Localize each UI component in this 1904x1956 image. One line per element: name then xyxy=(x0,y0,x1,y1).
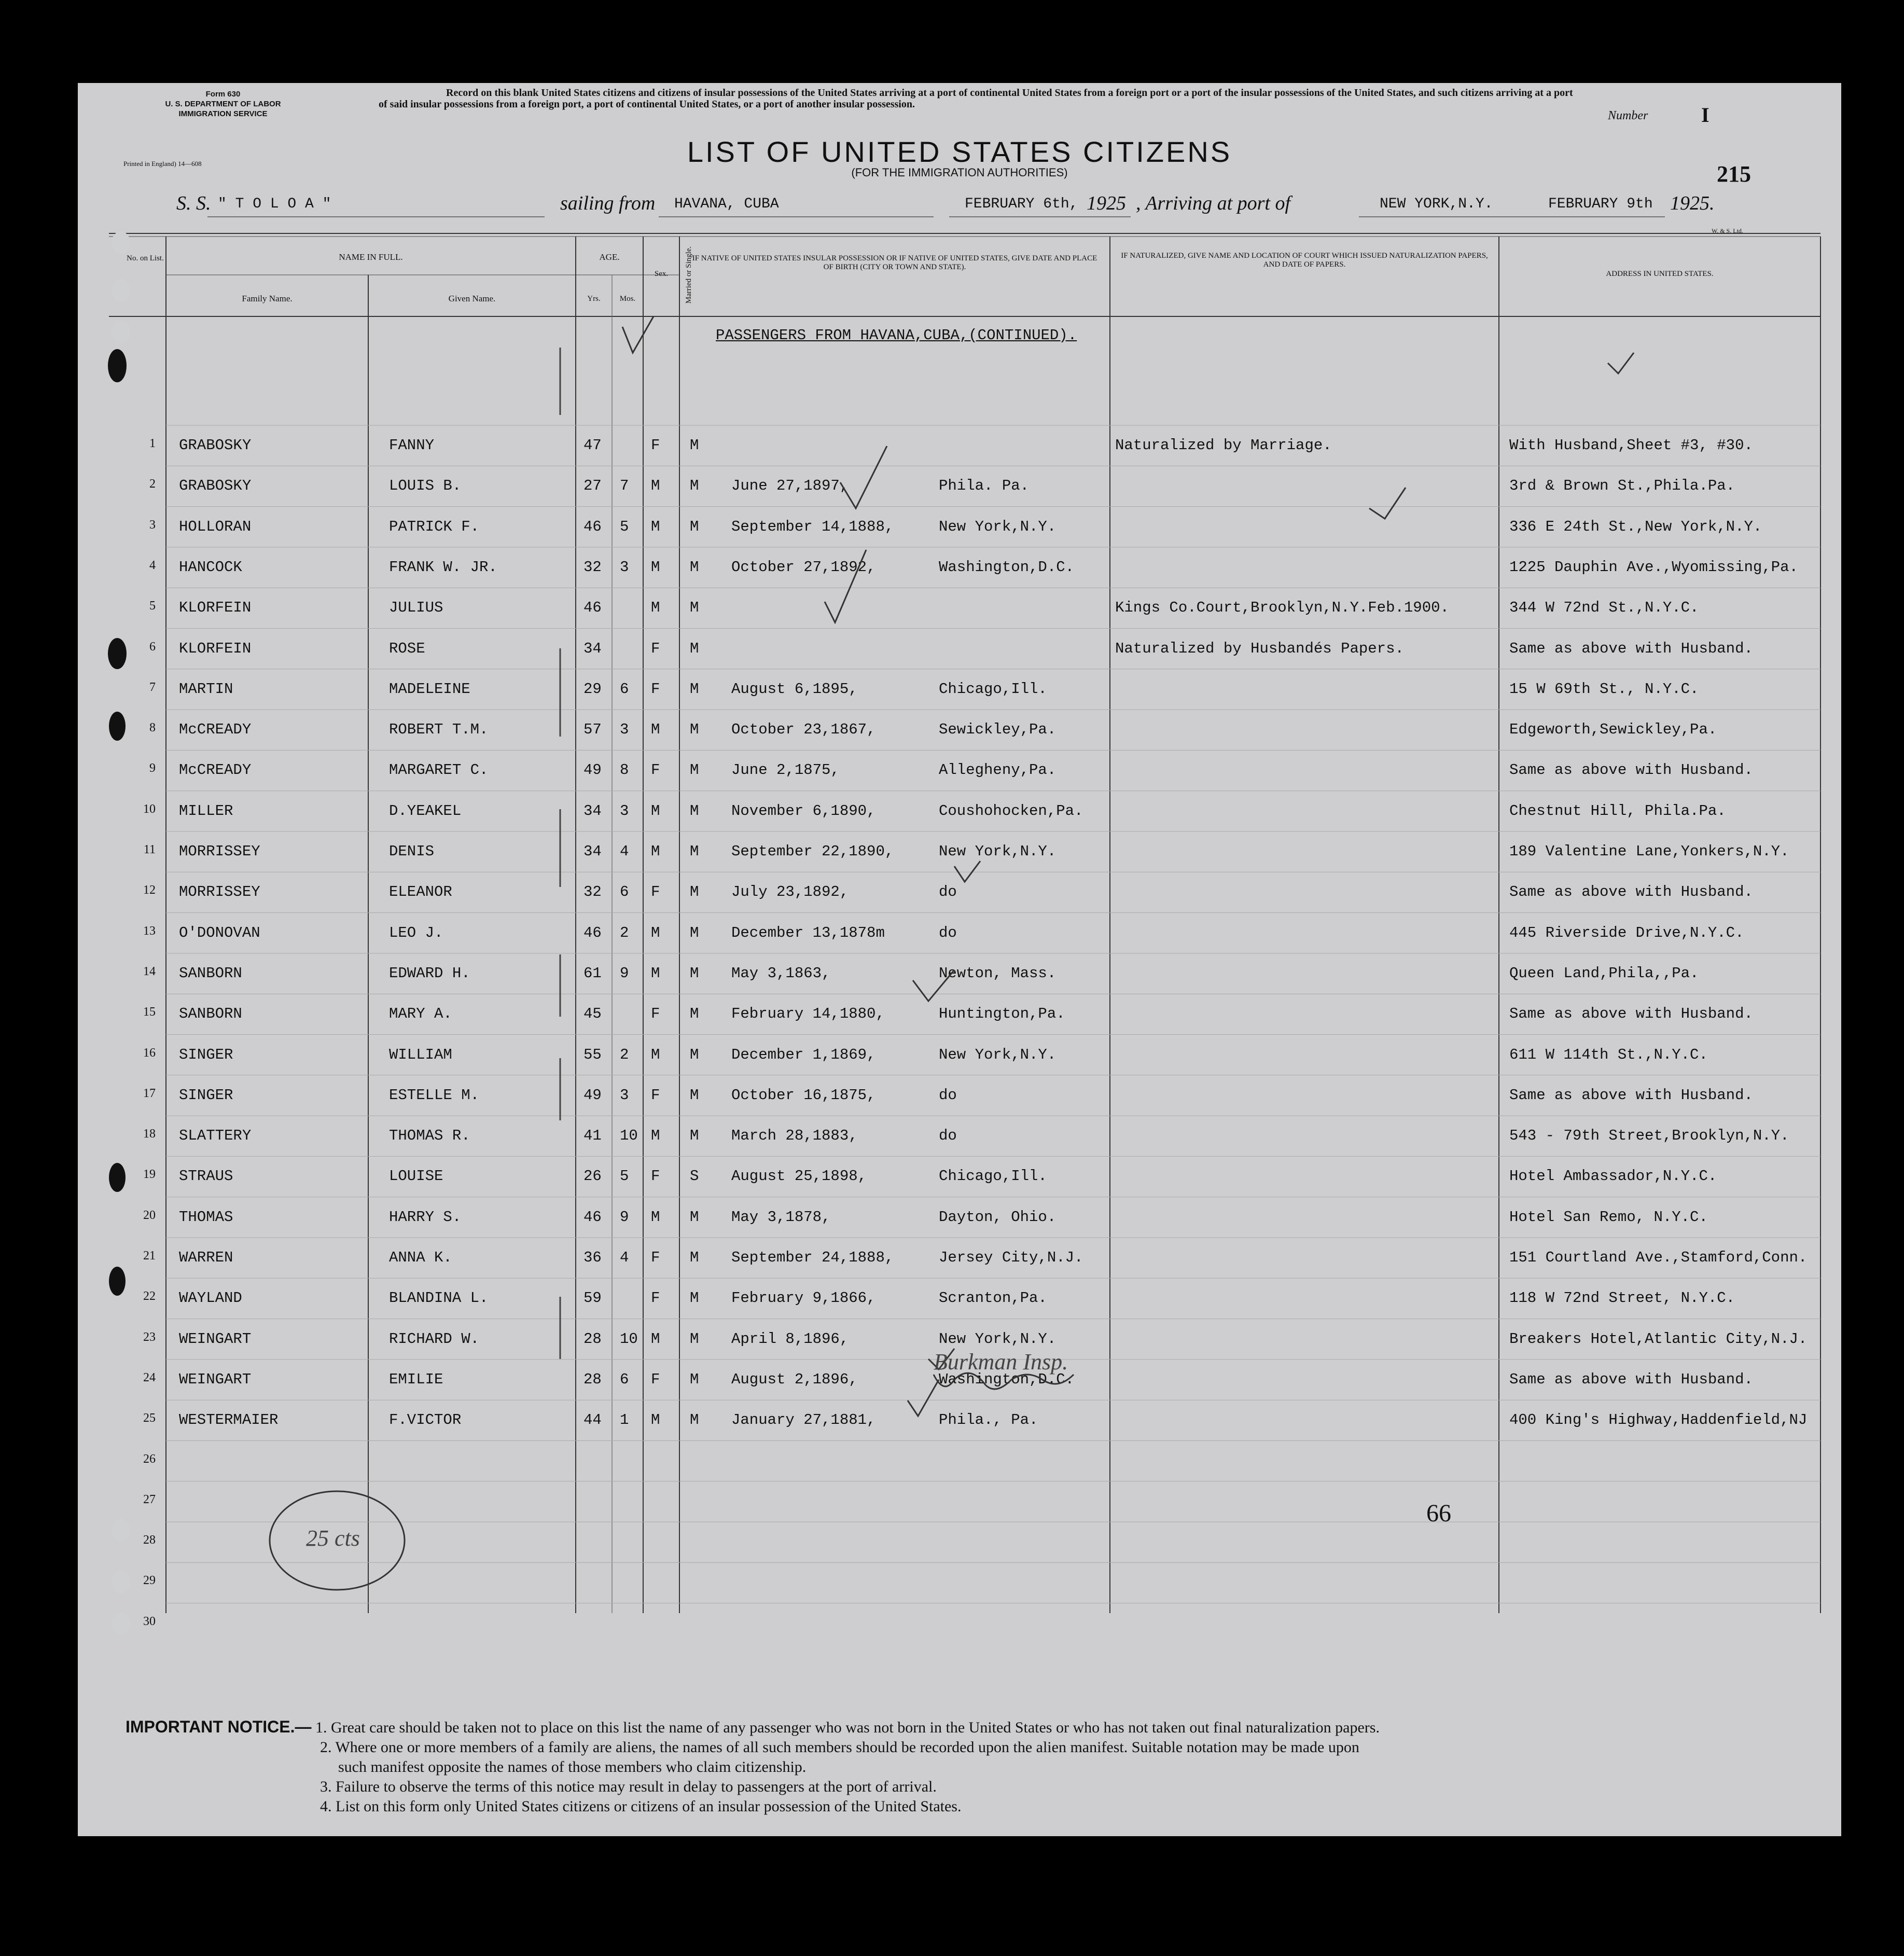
address-cell: 445 Riverside Drive,N.Y.C. xyxy=(1509,924,1744,941)
header-address: ADDRESS IN UNITED STATES. xyxy=(1606,270,1714,278)
row-number: 9 xyxy=(149,761,156,775)
address-cell: 1225 Dauphin Ave.,Wyomissing,Pa. xyxy=(1509,558,1798,576)
age-months-cell: 3 xyxy=(620,802,629,820)
age-years-cell: 57 xyxy=(583,721,602,739)
given-name-cell: ANNA K. xyxy=(389,1249,452,1266)
age-months-cell: 4 xyxy=(620,1249,629,1266)
number-label: Number xyxy=(1608,109,1648,122)
header-name-in-full: NAME IN FULL. xyxy=(339,252,403,262)
section-title: PASSENGERS FROM HAVANA,CUBA,(CONTINUED). xyxy=(716,327,1077,344)
family-name-cell: HANCOCK xyxy=(179,558,242,576)
number-value: I xyxy=(1701,103,1710,127)
departure-date: FEBRUARY 6th, xyxy=(965,196,1078,212)
age-months-cell: 8 xyxy=(620,761,629,779)
birth-date-cell: October 16,1875, xyxy=(731,1086,876,1104)
age-months-cell: 3 xyxy=(620,558,629,576)
notice-item-1: 1. Great care should be taken not to place on this list the name of any passenger who was not born in the United States or who has not taken out final naturalization papers. xyxy=(315,1719,1380,1736)
birth-date-cell: October 27,1892, xyxy=(731,558,876,576)
given-name-cell: RICHARD W. xyxy=(389,1330,480,1348)
age-months-cell: 6 xyxy=(620,1370,629,1388)
departure-year: 1925 xyxy=(1087,192,1126,214)
destination-port: NEW YORK,N.Y. xyxy=(1380,196,1493,212)
address-cell: Same as above with Husband. xyxy=(1509,640,1753,657)
given-name-cell: HARRY S. xyxy=(389,1208,462,1226)
address-cell: 611 W 114th St.,N.Y.C. xyxy=(1509,1046,1708,1063)
birth-date-cell: August 2,1896, xyxy=(731,1370,858,1388)
birth-place-cell: New York,N.Y. xyxy=(939,518,1057,535)
row-number: 21 xyxy=(143,1249,156,1263)
address-cell: Breakers Hotel,Atlantic City,N.J. xyxy=(1509,1330,1808,1348)
marital-status-cell: M xyxy=(690,599,699,617)
address-cell: Hotel Ambassador,N.Y.C. xyxy=(1509,1168,1717,1185)
empty-row-number: 26 xyxy=(143,1452,156,1466)
address-cell: Same as above with Husband. xyxy=(1509,1005,1753,1023)
marital-status-cell: M xyxy=(690,558,699,576)
row-number: 25 xyxy=(143,1411,156,1425)
marital-status-cell: M xyxy=(690,761,699,779)
age-months-cell: 10 xyxy=(620,1127,638,1145)
marital-status-cell: M xyxy=(690,883,699,901)
age-years-cell: 27 xyxy=(583,477,602,495)
marital-status-cell: M xyxy=(690,1330,699,1348)
birth-place-cell: do xyxy=(939,883,957,901)
marital-status-cell: M xyxy=(690,1086,699,1104)
ship-prefix: S. S. xyxy=(176,192,211,214)
row-number: 12 xyxy=(143,883,156,897)
row-number: 15 xyxy=(143,1005,156,1019)
header-no-on-list: No. on List. xyxy=(127,254,164,262)
given-name-cell: D.YEAKEL xyxy=(389,802,462,820)
row-number: 23 xyxy=(143,1330,156,1344)
given-name-cell: LOUISE xyxy=(389,1168,443,1185)
birth-date-cell: June 27,1897, xyxy=(731,477,849,495)
birth-place-cell: Sewickley,Pa. xyxy=(939,721,1057,739)
age-months-cell: 6 xyxy=(620,883,629,901)
birth-date-cell: April 8,1896, xyxy=(731,1330,849,1348)
birth-date-cell: December 1,1869, xyxy=(731,1046,876,1063)
age-months-cell: 1 xyxy=(620,1411,629,1429)
family-name-cell: WAYLAND xyxy=(179,1289,242,1307)
sex-cell: F xyxy=(651,640,660,657)
address-cell: 118 W 72nd Street, N.Y.C. xyxy=(1509,1289,1735,1307)
row-number: 22 xyxy=(143,1289,156,1303)
birth-date-cell: February 14,1880, xyxy=(731,1005,885,1023)
sex-cell: M xyxy=(651,843,660,860)
age-years-cell: 46 xyxy=(583,1208,602,1226)
age-years-cell: 34 xyxy=(583,802,602,820)
printer-mark: W. & S. Ltd. xyxy=(1712,227,1743,234)
family-name-cell: SINGER xyxy=(179,1086,233,1104)
notice-item-2: 2. Where one or more members of a family are aliens, the names of all such members should be recorded upon the alien manifest. Suitable notation may be made upon xyxy=(320,1739,1359,1756)
row-number: 8 xyxy=(149,721,156,735)
birth-place-cell: Chicago,Ill. xyxy=(939,1168,1047,1185)
age-months-cell: 4 xyxy=(620,843,629,860)
row-number: 13 xyxy=(143,924,156,938)
given-name-cell: ELEANOR xyxy=(389,883,452,901)
marital-status-cell: M xyxy=(690,680,699,698)
birth-date-cell: March 28,1883, xyxy=(731,1127,858,1145)
arriving-label: , Arriving at port of xyxy=(1136,192,1291,214)
row-number: 18 xyxy=(143,1127,156,1141)
age-months-cell: 5 xyxy=(620,1168,629,1185)
given-name-cell: EMILIE xyxy=(389,1370,443,1388)
family-name-cell: THOMAS xyxy=(179,1208,233,1226)
notice-item-4: 4. List on this form only United States citizens or citizens of an insular possession of the United States. xyxy=(320,1798,962,1815)
header-naturalized: IF NATURALIZED, GIVE NAME AND LOCATION OF COURT WHICH ISSUED NATURALIZATION PAPERS, AND DATE OF PAPERS. xyxy=(1121,252,1488,269)
birth-place-cell: Washington,D.C. xyxy=(939,1370,1075,1388)
birth-date-cell: September 24,1888, xyxy=(731,1249,894,1266)
sex-cell: F xyxy=(651,437,660,454)
bottom-number: 66 xyxy=(1426,1500,1451,1527)
birth-place-cell: do xyxy=(939,1127,957,1145)
given-name-cell: MARY A. xyxy=(389,1005,452,1023)
age-months-cell: 6 xyxy=(620,680,629,698)
age-months-cell: 3 xyxy=(620,1086,629,1104)
empty-row-number: 30 xyxy=(143,1614,156,1628)
sex-cell: M xyxy=(651,721,660,739)
address-cell: 189 Valentine Lane,Yonkers,N.Y. xyxy=(1509,843,1789,860)
birth-place-cell: Chicago,Ill. xyxy=(939,680,1047,698)
marital-status-cell: M xyxy=(690,964,699,982)
age-years-cell: 29 xyxy=(583,680,602,698)
birth-date-cell: October 23,1867, xyxy=(731,721,876,739)
row-number: 17 xyxy=(143,1086,156,1100)
birth-place-cell: do xyxy=(939,924,957,941)
birth-place-cell: Jersey City,N.J. xyxy=(939,1249,1083,1266)
family-name-cell: SLATTERY xyxy=(179,1127,252,1145)
marital-status-cell: M xyxy=(690,640,699,657)
family-name-cell: HOLLORAN xyxy=(179,518,252,535)
sex-cell: F xyxy=(651,1370,660,1388)
age-years-cell: 34 xyxy=(583,843,602,860)
given-name-cell: THOMAS R. xyxy=(389,1127,470,1145)
family-name-cell: GRABOSKY xyxy=(179,477,252,495)
given-name-cell: ROSE xyxy=(389,640,425,657)
row-number: 24 xyxy=(143,1370,156,1384)
sex-cell: F xyxy=(651,1005,660,1023)
row-number: 11 xyxy=(143,843,156,856)
given-name-cell: WILLIAM xyxy=(389,1046,452,1063)
service-name: IMMIGRATION SERVICE xyxy=(178,109,268,118)
age-years-cell: 46 xyxy=(583,518,602,535)
birth-place-cell: Scranton,Pa. xyxy=(939,1289,1047,1307)
address-cell: Same as above with Husband. xyxy=(1509,1370,1753,1388)
empty-row-number: 27 xyxy=(143,1492,156,1506)
sex-cell: F xyxy=(651,1289,660,1307)
arrival-year: 1925. xyxy=(1670,192,1715,214)
sex-cell: M xyxy=(651,518,660,535)
arrival-date: FEBRUARY 9th xyxy=(1548,196,1653,212)
notice-item-3: 3. Failure to observe the terms of this notice may result in delay to passengers at the port of arrival. xyxy=(320,1778,937,1795)
birth-place-cell: Coushohocken,Pa. xyxy=(939,802,1083,820)
age-years-cell: 59 xyxy=(583,1289,602,1307)
marital-status-cell: S xyxy=(690,1168,699,1185)
page-number: 215 xyxy=(1717,161,1751,187)
marital-status-cell: M xyxy=(690,1370,699,1388)
page-subtitle: (FOR THE IMMIGRATION AUTHORITIES) xyxy=(851,166,1068,179)
origin-port: HAVANA, CUBA xyxy=(674,196,779,212)
age-months-cell: 9 xyxy=(620,1208,629,1226)
address-cell: Same as above with Husband. xyxy=(1509,883,1753,901)
inspector-signature: Burkman Insp. xyxy=(934,1349,1068,1375)
given-name-cell: PATRICK F. xyxy=(389,518,480,535)
age-years-cell: 28 xyxy=(583,1330,602,1348)
sailing-from-label: sailing from xyxy=(560,192,656,214)
age-years-cell: 44 xyxy=(583,1411,602,1429)
marital-status-cell: M xyxy=(690,1249,699,1266)
marital-status-cell: M xyxy=(690,1208,699,1226)
row-number: 19 xyxy=(143,1168,156,1182)
marital-status-cell: M xyxy=(690,721,699,739)
empty-row-number: 28 xyxy=(143,1533,156,1547)
naturalization-cell: Naturalized by Husbandés Papers. xyxy=(1115,640,1404,657)
sex-cell: M xyxy=(651,1046,660,1063)
address-cell: Same as above with Husband. xyxy=(1509,761,1753,779)
birth-place-cell: Phila. Pa. xyxy=(939,477,1030,495)
age-years-cell: 47 xyxy=(583,437,602,454)
given-name-cell: BLANDINA L. xyxy=(389,1289,489,1307)
family-name-cell: KLORFEIN xyxy=(179,640,252,657)
birth-place-cell: New York,N.Y. xyxy=(939,843,1057,860)
marital-status-cell: M xyxy=(690,1127,699,1145)
naturalization-cell: Naturalized by Marriage. xyxy=(1115,437,1332,454)
birth-date-cell: September 14,1888, xyxy=(731,518,894,535)
family-name-cell: MARTIN xyxy=(179,680,233,698)
given-name-cell: F.VICTOR xyxy=(389,1411,462,1429)
given-name-cell: ROBERT T.M. xyxy=(389,721,489,739)
given-name-cell: ESTELLE M. xyxy=(389,1086,480,1104)
birth-date-cell: January 27,1881, xyxy=(731,1411,876,1429)
family-name-cell: WEINGART xyxy=(179,1370,252,1388)
address-cell: Chestnut Hill, Phila.Pa. xyxy=(1509,802,1726,820)
age-years-cell: 36 xyxy=(583,1249,602,1266)
age-years-cell: 28 xyxy=(583,1370,602,1388)
birth-place-cell: New York,N.Y. xyxy=(939,1046,1057,1063)
row-number: 20 xyxy=(143,1208,156,1222)
address-cell: Queen Land,Phila,,Pa. xyxy=(1509,964,1699,982)
family-name-cell: MILLER xyxy=(179,802,233,820)
birth-place-cell: Dayton, Ohio. xyxy=(939,1208,1057,1226)
marital-status-cell: M xyxy=(690,477,699,495)
family-name-cell: O'DONOVAN xyxy=(179,924,260,941)
age-months-cell: 10 xyxy=(620,1330,638,1348)
row-number: 7 xyxy=(149,680,156,694)
address-cell: With Husband,Sheet #3, #30. xyxy=(1509,437,1753,454)
birth-place-cell: Newton, Mass. xyxy=(939,964,1057,982)
header-family-name: Family Name. xyxy=(242,294,293,303)
family-name-cell: WARREN xyxy=(179,1249,233,1266)
birth-place-cell: Phila., Pa. xyxy=(939,1411,1038,1429)
ship-name: " T O L O A " xyxy=(218,196,331,212)
address-cell: Hotel San Remo, N.Y.C. xyxy=(1509,1208,1708,1226)
address-cell: 336 E 24th St.,New York,N.Y. xyxy=(1509,518,1762,535)
age-months-cell: 2 xyxy=(620,924,629,941)
row-number: 5 xyxy=(149,599,156,613)
family-name-cell: MORRISSEY xyxy=(179,843,260,860)
row-number: 2 xyxy=(149,477,156,491)
sex-cell: M xyxy=(651,1411,660,1429)
sex-cell: F xyxy=(651,761,660,779)
age-years-cell: 32 xyxy=(583,883,602,901)
header-yrs: Yrs. xyxy=(587,295,601,303)
given-name-cell: LOUIS B. xyxy=(389,477,462,495)
marital-status-cell: M xyxy=(690,1411,699,1429)
age-years-cell: 61 xyxy=(583,964,602,982)
sex-cell: F xyxy=(651,1249,660,1266)
sex-cell: M xyxy=(651,964,660,982)
family-name-cell: SANBORN xyxy=(179,1005,242,1023)
record-notice: Record on this blank United States citizens and citizens of insular possessions of the United States arriving at a port of continental United States from a foreign port or a port of the insular possessions of the United States, and such citizens arriving at a port of said insular possessions from a foreign port, a port of continental United States, or a port of another insular possession. xyxy=(379,87,1573,110)
birth-place-cell: Huntington,Pa. xyxy=(939,1005,1065,1023)
family-name-cell: McCREADY xyxy=(179,721,252,739)
sex-cell: M xyxy=(651,802,660,820)
family-name-cell: SANBORN xyxy=(179,964,242,982)
sex-cell: M xyxy=(651,924,660,941)
address-cell: 151 Courtland Ave.,Stamford,Conn. xyxy=(1509,1249,1808,1266)
birth-date-cell: August 25,1898, xyxy=(731,1168,867,1185)
row-number: 6 xyxy=(149,640,156,654)
age-years-cell: 32 xyxy=(583,558,602,576)
age-years-cell: 49 xyxy=(583,1086,602,1104)
sex-cell: M xyxy=(651,1330,660,1348)
birth-date-cell: May 3,1863, xyxy=(731,964,831,982)
birth-place-cell: Allegheny,Pa. xyxy=(939,761,1057,779)
family-name-cell: STRAUS xyxy=(179,1168,233,1185)
age-months-cell: 3 xyxy=(620,721,629,739)
family-name-cell: WEINGART xyxy=(179,1330,252,1348)
row-number: 10 xyxy=(143,802,156,816)
given-name-cell: MARGARET C. xyxy=(389,761,489,779)
age-months-cell: 5 xyxy=(620,518,629,535)
form-number: Form 630 xyxy=(205,90,241,99)
age-months-cell: 2 xyxy=(620,1046,629,1063)
address-cell: 400 King's Highway,Haddenfield,NJ xyxy=(1509,1411,1808,1429)
family-name-cell: MORRISSEY xyxy=(179,883,260,901)
given-name-cell: DENIS xyxy=(389,843,435,860)
sex-cell: F xyxy=(651,1168,660,1185)
sex-cell: M xyxy=(651,477,660,495)
notice-item-2-cont: such manifest opposite the names of those members who claim citizenship. xyxy=(338,1758,807,1775)
family-name-cell: McCREADY xyxy=(179,761,252,779)
age-months-cell: 7 xyxy=(620,477,629,495)
sex-cell: M xyxy=(651,1208,660,1226)
given-name-cell: JULIUS xyxy=(389,599,443,617)
address-cell: 3rd & Brown St.,Phila.Pa. xyxy=(1509,477,1735,495)
birth-date-cell: February 9,1866, xyxy=(731,1289,876,1307)
row-number: 14 xyxy=(143,964,156,978)
address-cell: Edgeworth,Sewickley,Pa. xyxy=(1509,721,1717,739)
page-title: LIST OF UNITED STATES CITIZENS xyxy=(687,135,1232,168)
header-native-birth: IF NATIVE OF UNITED STATES INSULAR POSSESSION OR IF NATIVE OF UNITED STATES, GIVE DATE AND PLACE OF BIRTH (CITY OR TOWN AND STATE). xyxy=(692,254,1097,271)
family-name-cell: SINGER xyxy=(179,1046,233,1063)
given-name-cell: FRANK W. JR. xyxy=(389,558,497,576)
marital-status-cell: M xyxy=(690,924,699,941)
birth-place-cell: New York,N.Y. xyxy=(939,1330,1057,1348)
row-number: 1 xyxy=(149,437,156,450)
given-name-cell: FANNY xyxy=(389,437,435,454)
row-number: 16 xyxy=(143,1046,156,1060)
marital-status-cell: M xyxy=(690,1289,699,1307)
given-name-cell: EDWARD H. xyxy=(389,964,470,982)
family-name-cell: WESTERMAIER xyxy=(179,1411,279,1429)
age-years-cell: 41 xyxy=(583,1127,602,1145)
address-cell: 344 W 72nd St.,N.Y.C. xyxy=(1509,599,1699,617)
family-name-cell: GRABOSKY xyxy=(179,437,252,454)
address-cell: Same as above with Husband. xyxy=(1509,1086,1753,1104)
marital-status-cell: M xyxy=(690,1046,699,1063)
sex-cell: M xyxy=(651,599,660,617)
given-name-cell: LEO J. xyxy=(389,924,443,941)
sex-cell: F xyxy=(651,680,660,698)
age-years-cell: 45 xyxy=(583,1005,602,1023)
age-months-cell: 9 xyxy=(620,964,629,982)
marital-status-cell: M xyxy=(690,518,699,535)
sex-cell: F xyxy=(651,883,660,901)
age-years-cell: 49 xyxy=(583,761,602,779)
birth-date-cell: June 2,1875, xyxy=(731,761,840,779)
marital-status-cell: M xyxy=(690,1005,699,1023)
birth-date-cell: August 6,1895, xyxy=(731,680,858,698)
header-mos: Mos. xyxy=(619,295,636,303)
birth-date-cell: November 6,1890, xyxy=(731,802,876,820)
age-years-cell: 46 xyxy=(583,599,602,617)
birth-date-cell: July 23,1892, xyxy=(731,883,849,901)
header-married-single: Married or Single. xyxy=(685,246,693,304)
margin-notation: 25 cts xyxy=(306,1525,360,1551)
birth-date-cell: May 3,1878, xyxy=(731,1208,831,1226)
family-name-cell: KLORFEIN xyxy=(179,599,252,617)
marital-status-cell: M xyxy=(690,843,699,860)
department-name: U. S. DEPARTMENT OF LABOR xyxy=(165,100,281,108)
birth-date-cell: September 22,1890, xyxy=(731,843,894,860)
header-age: AGE. xyxy=(599,252,620,262)
sex-cell: M xyxy=(651,558,660,576)
age-years-cell: 55 xyxy=(583,1046,602,1063)
address-cell: 15 W 69th St., N.Y.C. xyxy=(1509,680,1699,698)
printer-note: Printed in England) 14—608 xyxy=(123,160,202,168)
row-number: 4 xyxy=(149,558,156,572)
marital-status-cell: M xyxy=(690,437,699,454)
notice-label: IMPORTANT NOTICE.— xyxy=(126,1717,312,1736)
row-number: 3 xyxy=(149,518,156,532)
birth-date-cell: December 13,1878m xyxy=(731,924,885,941)
marital-status-cell: M xyxy=(690,802,699,820)
birth-place-cell: do xyxy=(939,1086,957,1104)
naturalization-cell: Kings Co.Court,Brooklyn,N.Y.Feb.1900. xyxy=(1115,599,1449,617)
address-cell: 543 - 79th Street,Brooklyn,N.Y. xyxy=(1509,1127,1789,1145)
age-years-cell: 34 xyxy=(583,640,602,657)
age-years-cell: 26 xyxy=(583,1168,602,1185)
header-given-name: Given Name. xyxy=(448,294,496,303)
empty-row-number: 29 xyxy=(143,1574,156,1588)
birth-place-cell: Washington,D.C. xyxy=(939,558,1075,576)
sex-cell: F xyxy=(651,1086,660,1104)
age-years-cell: 46 xyxy=(583,924,602,941)
header-sex: Sex. xyxy=(654,270,669,278)
sex-cell: M xyxy=(651,1127,660,1145)
given-name-cell: MADELEINE xyxy=(389,680,470,698)
